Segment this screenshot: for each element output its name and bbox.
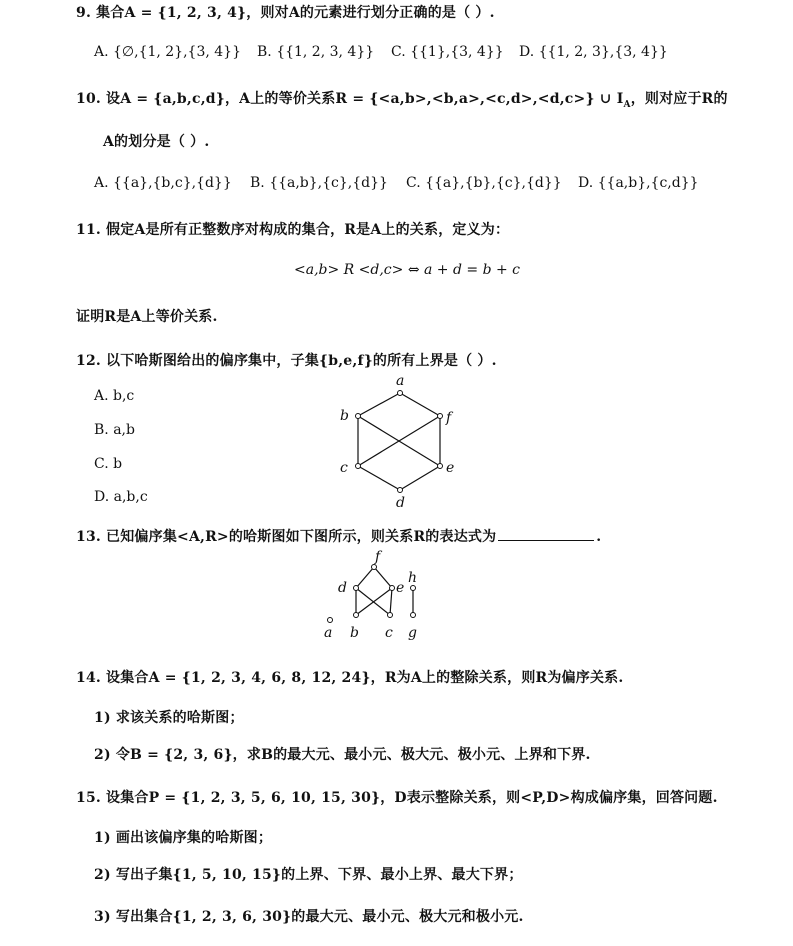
q9-option-a: A. {∅,{1, 2},{3, 4}}	[94, 44, 241, 60]
q12-option-a: A. b,c	[94, 388, 135, 404]
q13-hasse-diagram	[318, 548, 428, 644]
label-b: b	[340, 408, 349, 424]
label-g: g	[408, 625, 417, 641]
q10-option-b: B. {{a,b},{c},{d}}	[250, 175, 388, 191]
edge-f-d	[356, 567, 374, 588]
node-g	[411, 613, 416, 618]
node-d	[354, 586, 359, 591]
q13-text	[76, 526, 601, 546]
q10-option-d: D. {{a,b},{c,d}}	[578, 175, 699, 191]
node-b	[356, 414, 361, 419]
label-a: a	[324, 625, 333, 641]
q9-option-c: C. {{1},{3, 4}}	[391, 44, 504, 60]
q10-option-c: C. {{a},{b},{c},{d}}	[406, 175, 562, 191]
q12-option-d: D. a,b,c	[94, 489, 148, 505]
node-a	[398, 391, 403, 396]
node-a	[328, 618, 333, 623]
node-f	[372, 565, 377, 570]
q10-line1-main: 10. 设A = {a,b,c,d}，A上的等价关系R = {<a,b>,<b,a>,<c,d>,<d,c>} ∪ I	[76, 91, 624, 107]
q12-hasse-diagram	[330, 370, 470, 512]
q14-item-1: 1) 求该关系的哈斯图；	[94, 710, 244, 726]
node-e	[438, 464, 443, 469]
q13-text-start: 13. 已知偏序集<A,R>的哈斯图如下图所示，则关系R的表达式为	[76, 529, 497, 545]
node-f	[438, 414, 443, 419]
label-c: c	[385, 625, 393, 641]
q15-item-1: 1) 画出该偏序集的哈斯图；	[94, 830, 273, 846]
node-e	[390, 586, 395, 591]
q15-item-3: 3) 写出集合{1, 2, 3, 6, 30}的最大元、最小元、极大元和极小元.	[94, 909, 524, 925]
edge-c-d	[358, 466, 400, 490]
q10-option-a: A. {{a},{b,c},{d}}	[94, 175, 232, 191]
label-f: f	[375, 549, 381, 565]
q13-answer-blank	[498, 526, 594, 541]
q11-line1: 11. 假定A是所有正整数序对构成的集合，R是A上的关系，定义为：	[76, 222, 510, 238]
q11-formula: <a,b> R <d,c> ⇔ a + d = b + c	[294, 262, 521, 278]
q9-text: 9. 集合A = {1, 2, 3, 4}，则对A的元素进行划分正确的是（ ）.	[76, 5, 495, 21]
q10-line2: A的划分是（ ）.	[103, 134, 210, 150]
q10-line1	[76, 88, 728, 110]
q12-option-c: C. b	[94, 456, 123, 472]
edge-e-d	[400, 466, 440, 490]
q9-option-d: D. {{1, 2, 3},{3, 4}}	[519, 44, 668, 60]
edge-e-c	[390, 588, 392, 615]
label-c: c	[340, 460, 348, 476]
node-h	[411, 586, 416, 591]
node-c	[356, 464, 361, 469]
label-d: d	[396, 495, 405, 511]
q12-text: 12. 以下哈斯图给出的偏序集中，子集{b,e,f}的所有上界是（ ）.	[76, 353, 497, 369]
label-e: e	[446, 460, 455, 476]
label-f: f	[446, 410, 452, 426]
node-b	[354, 613, 359, 618]
q9-option-b: B. {{1, 2, 3, 4}}	[257, 44, 375, 60]
q12-option-b: B. a,b	[94, 422, 135, 438]
q15-text: 15. 设集合P = {1, 2, 3, 5, 6, 10, 15, 30}，D表示整除关系，则<P,D>构成偏序集，回答问题.	[76, 790, 718, 806]
edge-f-e	[374, 567, 392, 588]
edge-a-b	[358, 393, 400, 416]
label-h: h	[408, 570, 418, 586]
label-e: e	[396, 580, 405, 596]
q13-text-end: .	[596, 529, 602, 545]
q14-item-2: 2) 令B = {2, 3, 6}，求B的最大元、最小元、极大元、极小元、上界和下界.	[94, 747, 591, 763]
label-a: a	[396, 373, 405, 389]
label-b: b	[350, 625, 359, 641]
edge-a-f	[400, 393, 440, 416]
q11-line2: 证明R是A上等价关系.	[76, 309, 218, 325]
q15-item-2: 2) 写出子集{1, 5, 10, 15}的上界、下界、最小上界、最大下界；	[94, 867, 523, 883]
node-c	[388, 613, 393, 618]
node-d	[398, 488, 403, 493]
label-d: d	[338, 580, 347, 596]
q10-line1-end: ，则对应于R的	[630, 91, 728, 107]
q10-subscript: A	[623, 99, 631, 110]
q14-text: 14. 设集合A = {1, 2, 3, 4, 6, 8, 12, 24}，R为A上的整除关系，则R为偏序关系.	[76, 670, 624, 686]
